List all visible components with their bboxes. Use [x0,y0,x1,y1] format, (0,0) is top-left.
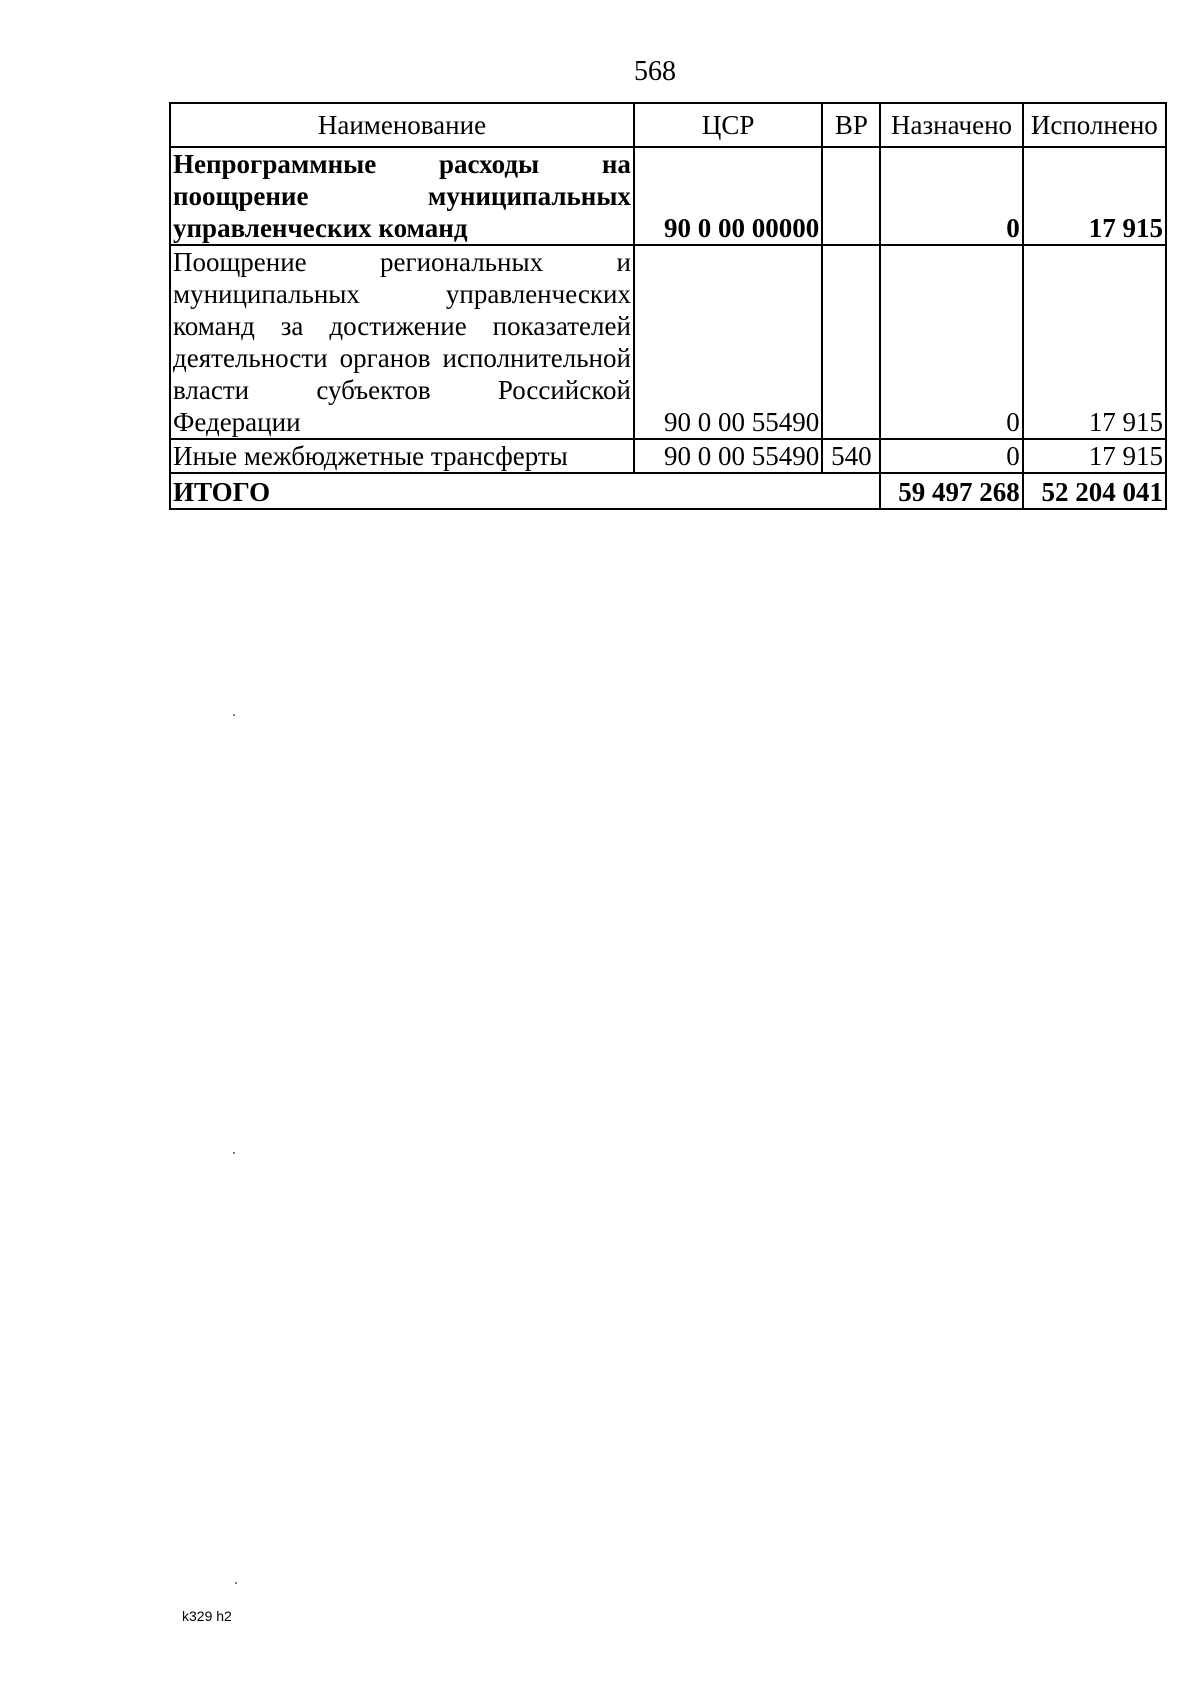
header-planned: Назначено [880,103,1022,147]
row-planned: 0 [880,147,1022,245]
table-row [170,439,1166,473]
row-csr: 90 0 00 00000 [634,147,822,245]
header-name: Наименование [170,103,634,147]
scan-speck [233,1152,235,1154]
total-planned: 59 497 268 [880,473,1022,509]
budget-table [169,102,1167,510]
row-executed: 17 915 [1023,439,1166,473]
row-vr: 540 [822,439,880,473]
table-header-row [170,103,1166,147]
row-vr [822,147,880,245]
row-name: Непрограммные расходы на поощрение муниципальных управленческих команд [170,147,634,245]
header-executed: Исполнено [1023,103,1166,147]
row-csr: 90 0 00 55490 [634,439,822,473]
row-executed: 17 915 [1023,245,1166,439]
total-row [170,473,1166,509]
header-vr: ВР [822,103,880,147]
row-executed: 17 915 [1023,147,1166,245]
total-executed: 52 204 041 [1023,473,1166,509]
scan-speck [235,1582,237,1584]
table-row [170,147,1166,245]
row-planned: 0 [880,245,1022,439]
row-planned: 0 [880,439,1022,473]
row-name: Иные межбюджетные трансферты [170,439,634,473]
header-csr: ЦСР [634,103,822,147]
row-csr: 90 0 00 55490 [634,245,822,439]
scan-speck [233,714,235,716]
page-number: 568 [634,56,676,87]
footer-code: k329 h2 [182,1608,232,1624]
row-name: Поощрение региональных и муниципальных управленческих команд за достижение показателей деятельности органов исполнительной власти субъектов Российской Федерации [170,245,634,439]
table-row [170,245,1166,439]
row-vr [822,245,880,439]
total-label: ИТОГО [170,473,880,509]
